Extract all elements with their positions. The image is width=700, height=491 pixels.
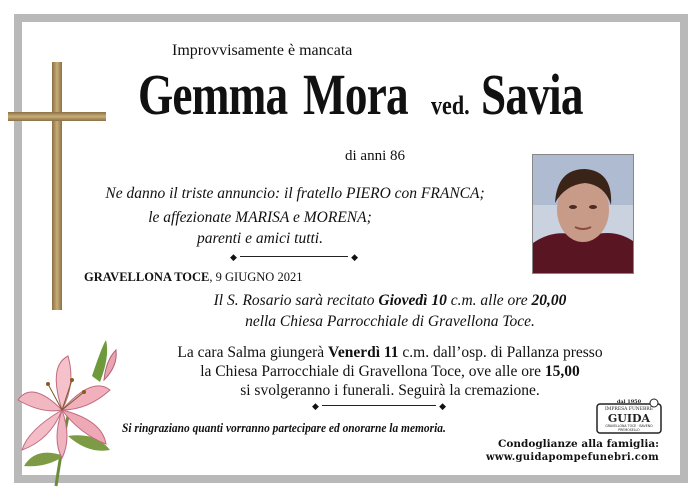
logo-top-text: dal 1950 bbox=[616, 399, 642, 405]
funeral-time: 15,00 bbox=[544, 363, 580, 380]
logo-name-text: GUIDA bbox=[607, 412, 651, 425]
ved-label: ved. bbox=[431, 91, 470, 120]
rosary-info bbox=[140, 290, 640, 332]
salma-day: Venerdì 11 bbox=[328, 344, 399, 361]
rosary-day: Giovedì 10 bbox=[378, 292, 447, 309]
salma-line-2: la Chiesa Parrocchiale di Gravellona Toce, ove alle ore bbox=[200, 363, 545, 380]
thanks-text: Si ringraziano quanti vorranno partecipare ed onorarne la memoria. bbox=[122, 420, 446, 435]
salma-text-2: c.m. dall’osp. di Pallanza presso bbox=[398, 344, 603, 361]
agency-logo-icon bbox=[596, 398, 662, 434]
deceased-name bbox=[138, 62, 611, 127]
age-text: di anni 86 bbox=[345, 148, 405, 164]
deceased-photo bbox=[532, 154, 634, 274]
condolences-label: Condoglianze alla famiglia: bbox=[498, 438, 660, 450]
surname: Mora bbox=[303, 62, 408, 127]
rosary-text-2: c.m. alle ore bbox=[446, 292, 532, 309]
logo-sub-text: GRAVELLONA TOCE · BAVENO bbox=[605, 424, 653, 428]
place-name: GRAVELLONA TOCE bbox=[84, 270, 210, 284]
funeral-info bbox=[120, 343, 660, 400]
lily-flower-icon bbox=[6, 336, 138, 488]
married-name: Savia bbox=[481, 62, 583, 127]
rosary-text: Il S. Rosario sarà recitato bbox=[213, 292, 379, 309]
date-text: , 9 GIUGNO 2021 bbox=[209, 270, 303, 284]
logo-line-text: IMPRESA FUNEBRE bbox=[605, 407, 653, 412]
rosary-location: nella Chiesa Parrocchiale di Gravellona Toce. bbox=[245, 313, 535, 330]
place-date bbox=[84, 270, 302, 285]
announcement-line-2: le affezionate MARISA e MORENA; bbox=[148, 209, 372, 226]
logo-sub2-text: PREMOSELLO bbox=[618, 428, 640, 432]
announcement-line-1: Ne danno il triste annuncio: il fratello PIERO con FRANCA; bbox=[105, 185, 485, 202]
rosary-time: 20,00 bbox=[531, 292, 567, 309]
first-name: Gemma bbox=[138, 62, 288, 127]
divider-top: ◆ ◆ bbox=[230, 252, 358, 262]
agency-website-link[interactable]: www.guidapompefunebri.com bbox=[486, 452, 660, 463]
salma-text: La cara Salma giungerà bbox=[177, 344, 329, 361]
divider-bottom: ◆ ◆ bbox=[312, 401, 446, 411]
announcement-line-3: parenti e amici tutti. bbox=[197, 230, 323, 247]
salma-line-3: si svolgeranno i funerali. Seguirà la cremazione. bbox=[240, 382, 540, 399]
intro-text: Improvvisamente è mancata bbox=[172, 42, 353, 59]
